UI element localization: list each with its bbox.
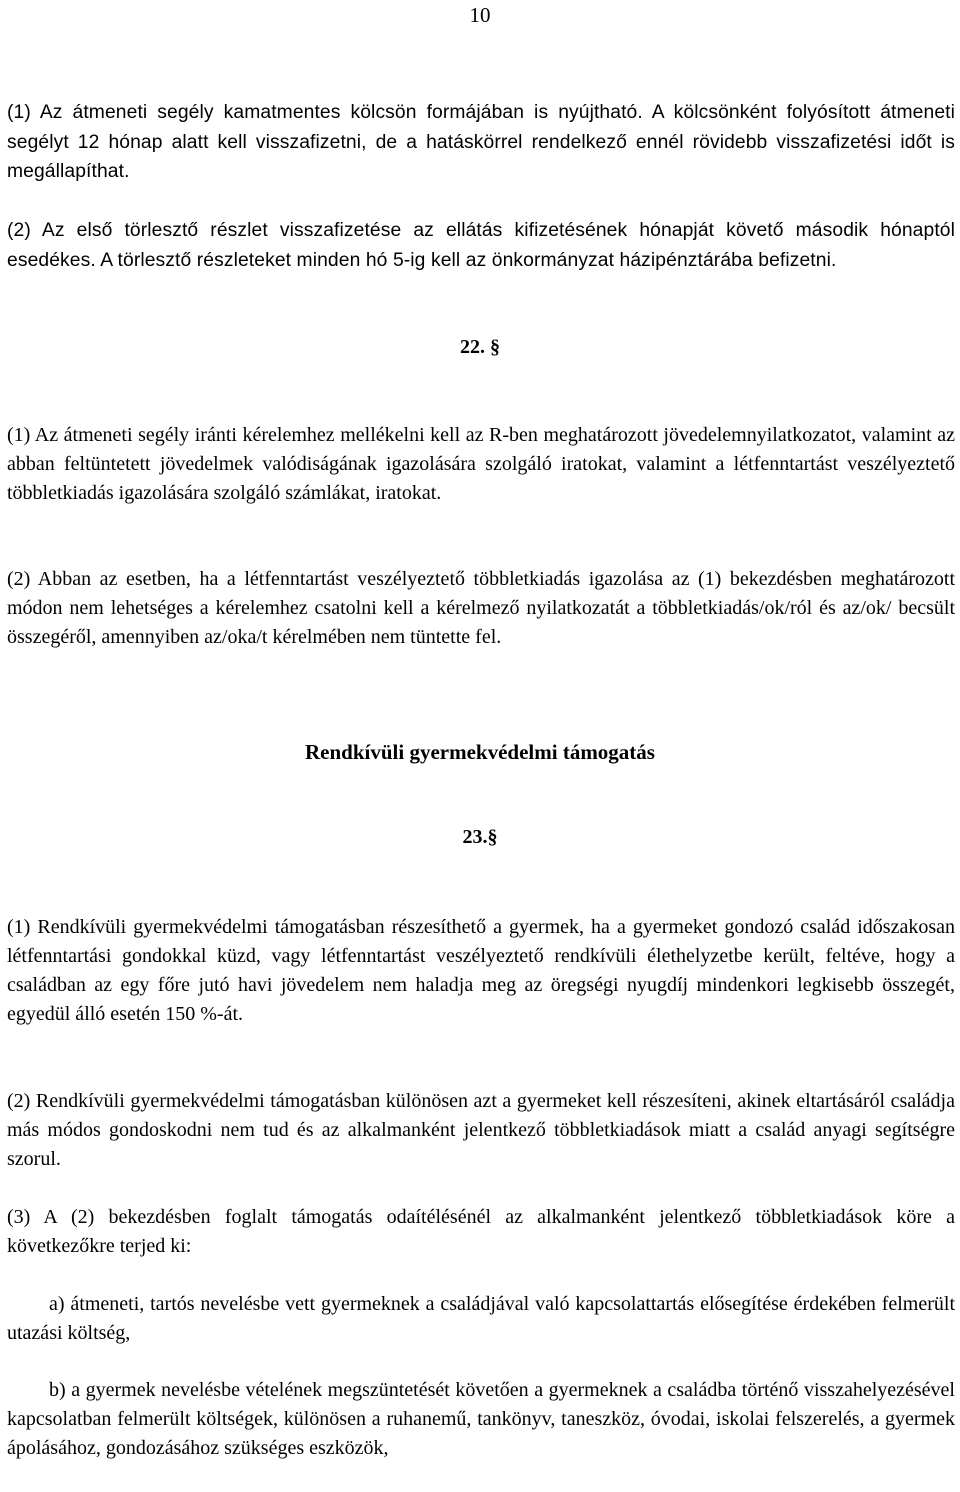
paragraph-23-3: (3) A (2) bekezdésben foglalt támogatás odaítélésénél az alkalmanként jelentkező többletkiadások köre a következőkre terjed ki:: [7, 1206, 955, 1257]
section-heading-22: 22. §: [460, 336, 500, 358]
paragraph-23-2: (2) Rendkívüli gyermekvédelmi támogatásban különösen azt a gyermeket kell részesíteni, akinek eltartásáról családja más módos gondoskodni nem tud és az alkalmanként jelentkező többletkiadások miatt a család anyagi segítségre szorul.: [7, 1090, 955, 1170]
page-number: 10: [469, 3, 491, 27]
paragraph-21-2: (2) Az első törlesztő részlet visszafizetése az ellátás kifizetésének hónapját követő második hónaptól esedékes. A törlesztő részleteket minden hó 5-ig kell az önkormányzat házipénztárába befizetni.: [7, 220, 955, 271]
paragraph-21-1: (1) Az átmeneti segély kamatmentes kölcsön formájában is nyújtható. A kölcsönként folyósított átmeneti segélyt 12 hónap alatt kell visszafizetni, de a hatáskörrel rendelkező ennél rövidebb visszafizetési időt is megállapíthat.: [7, 102, 955, 182]
paragraph-22-1: (1) Az átmeneti segély iránti kérelemhez mellékelni kell az R-ben meghatározott jövedelemnyilatkozatot, valamint az abban feltüntetett jövedelmek valódiságának igazolására szolgáló iratokat, valamint a létfenntartást veszélyeztető többletkiadás igazolására szolgáló számlákat, iratokat.: [7, 424, 955, 504]
paragraph-22-2: (2) Abban az esetben, ha a létfenntartást veszélyeztető többletkiadás igazolása az (1) bekezdésben meghatározott módon nem lehetséges a kérelemhez csatolni kell a kérelmező nyilatkozatát a többletkiadás/ok/ról és az/ok/ becsült összegéről, amennyiben az/oka/t kérelmében nem tüntette fel.: [7, 568, 955, 648]
chapter-title: Rendkívüli gyermekvédelmi támogatás: [305, 740, 655, 764]
list-item-b: b) a gyermek nevelésbe vételének megszüntetését követően a gyermeknek a családba történő visszahelyezésével kapcsolatban felmerült költségek, különösen a ruhanemű, tankönyv, taneszköz, óvodai, iskolai felszerelés, a gyermek ápolásához, gondozásához szükséges eszközök,: [7, 1379, 955, 1459]
list-item-a: a) átmeneti, tartós nevelésbe vett gyermeknek a családjával való kapcsolattartás elősegítése érdekében felmerült utazási költség,: [7, 1293, 955, 1344]
paragraph-23-1: (1) Rendkívüli gyermekvédelmi támogatásban részesíthető a gyermek, ha a gyermeket gondozó család időszakosan létfenntartási gondokkal küzd, vagy létfenntartást veszélyeztető rendkívüli élethelyzetbe került, feltéve, hogy a családban az egy főre jutó havi jövedelem nem haladja meg az öregségi nyugdíj mindenkori legkisebb összegét, egyedül álló esetén 150 %-át.: [7, 916, 955, 1025]
section-heading-23: 23.§: [462, 826, 498, 848]
